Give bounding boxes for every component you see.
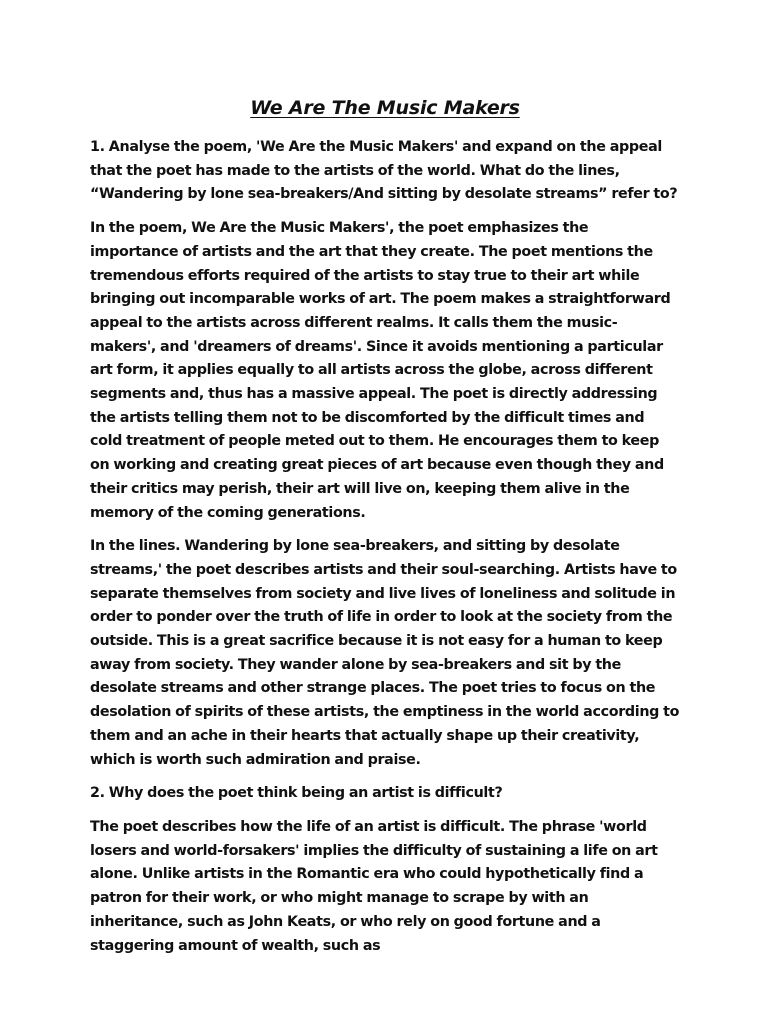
document-title: We Are The Music Makers — [250, 97, 520, 119]
answer-2-paragraph-1: The poet describes how the life of an artist is difficult. The phrase 'world losers and world-forsakers' implies the difficulty of sustaining a life on art alone. Unlike artists in the Romantic era who could hypothetically find a patron for their work, or who might manage to scrape by with an inheritance, such as John Keats, or who rely on good fortune and a staggering amount of wealth, such as — [90, 818, 658, 954]
document-body — [90, 94, 680, 968]
question-2: 2. Why does the poet think being an artist is difficult? — [90, 785, 503, 802]
answer-1-paragraph-1: In the poem, We Are the Music Makers', the poet emphasizes the importance of artists and the art that they create. The poet mentions the tremendous efforts required of the artists to stay true to their art while bringing out incomparable works of art. The poem makes a straightforward appeal to the artists across different realms. It calls them the music-makers', and 'dreamers of dreams'. Since it avoids mentioning a particular art form, it applies equally to all artists across the globe, across different segments and, thus has a massive appeal. The poet is directly addressing the artists telling them not to be discomforted by the difficult times and cold treatment of people meted out to them. He encourages them to keep on working and creating great pieces of art because even though they and their critics may perish, their art will live on, keeping them alive in the memory of the coming generations. — [90, 220, 671, 521]
question-1: 1. Analyse the poem, 'We Are the Music Makers' and expand on the appeal that the poet has made to the artists of the world. What do the lines, “Wandering by lone sea-breakers/And sitting by desolate streams” refer to? — [90, 139, 678, 203]
answer-1-paragraph-2: In the lines. Wandering by lone sea-breakers, and sitting by desolate streams,' the poet describes artists and their soul-searching. Artists have to separate themselves from society and live lives of loneliness and solitude in order to ponder over the truth of life in order to look at the society from the outside. This is a great sacrifice because it is not easy for a human to keep away from society. They wander alone by sea-breakers and sit by the desolate streams and other strange places. The poet tries to focus on the desolation of spirits of these artists, the emptiness in the world according to them and an ache in their hearts that actually shape up their creativity, which is worth such admiration and praise. — [90, 538, 680, 768]
